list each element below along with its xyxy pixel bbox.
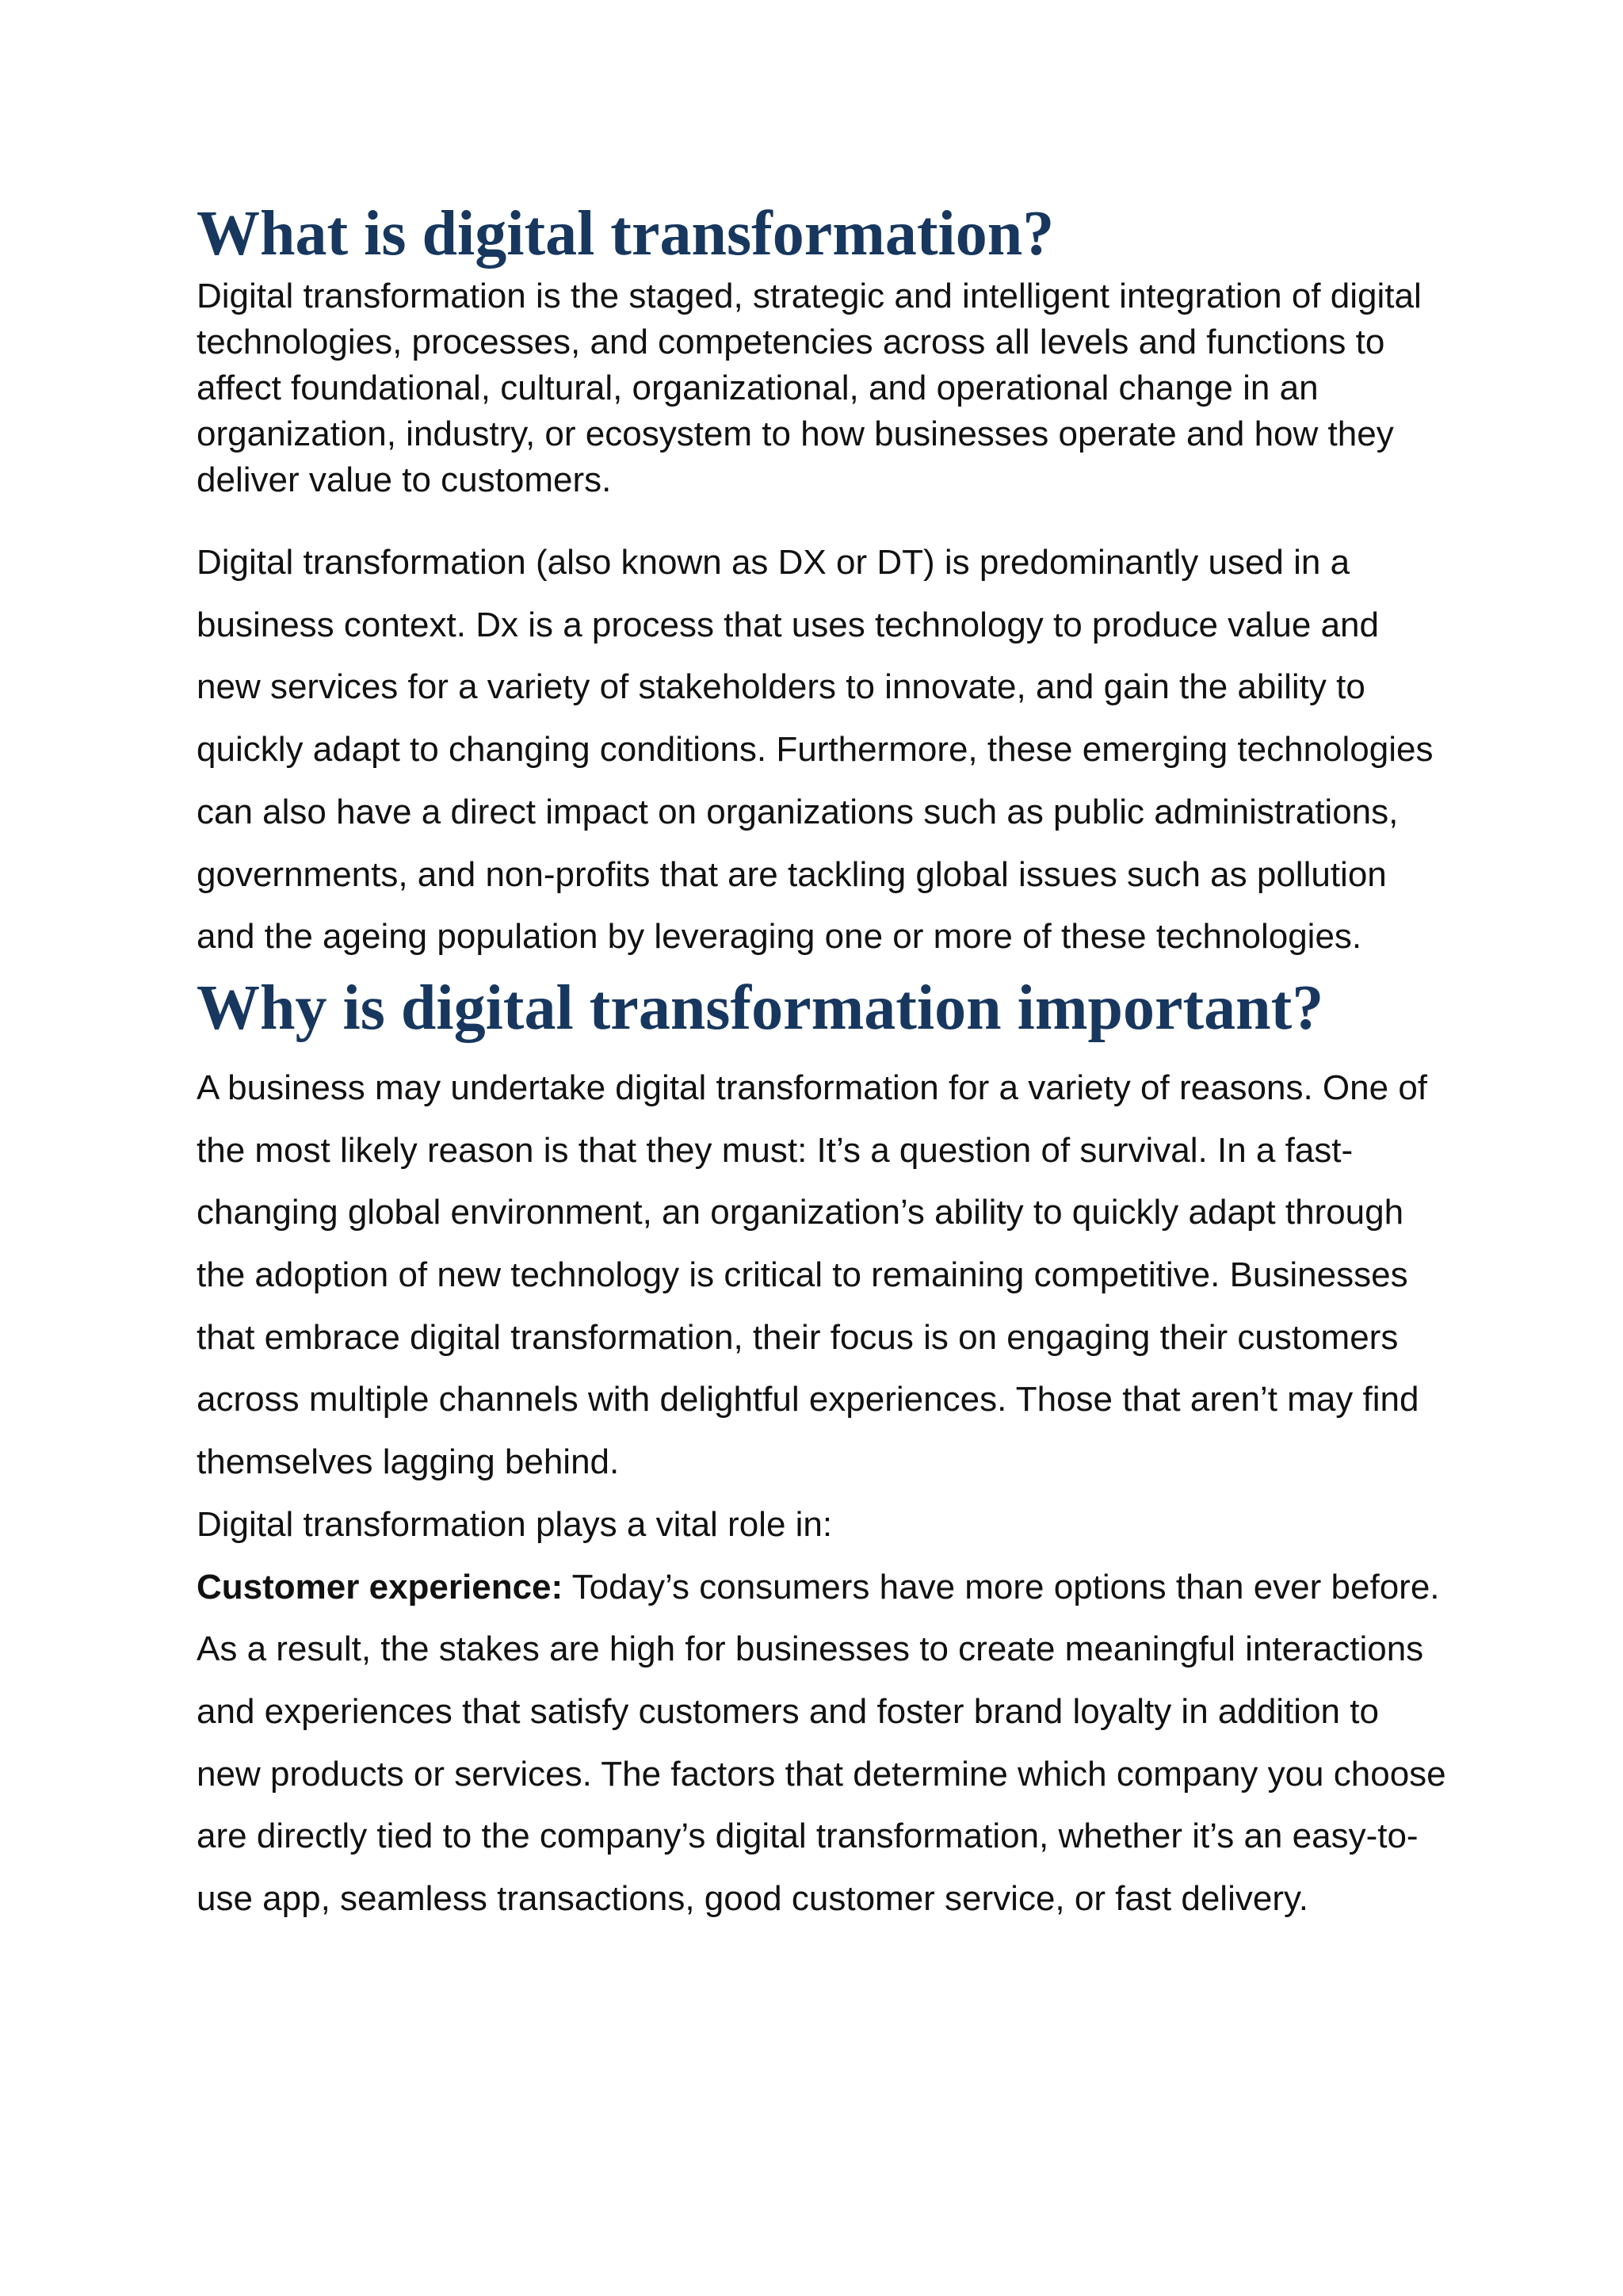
- heading-spacer: [197, 1048, 1449, 1057]
- paragraph-spacer: [197, 503, 1449, 532]
- customer-experience-label: Customer experience:: [197, 1567, 563, 1606]
- document-content: [197, 194, 1449, 1931]
- reasons-paragraph: A business may undertake digital transformation for a variety of reasons. One of the most likely reason is that they must: It’s a question of survival. In a fast-changing global environment, an organization’s ability to quickly adapt through the adoption of new technology is critical to remaining competitive. Businesses that embrace digital transformation, their focus is on engaging their customers across multiple channels with delightful experiences. Those that aren’t may find themselves lagging behind.: [197, 1068, 1428, 1482]
- vital-role-paragraph: Digital transformation plays a vital role in:: [197, 1504, 833, 1544]
- customer-experience-paragraph: [197, 1557, 1449, 1931]
- section-heading-why-important: Why is digital transformation important?: [197, 972, 1324, 1043]
- context-paragraph: Digital transformation (also known as DX or DT) is predominantly used in a business context. Dx is a process that uses technology to produce value and new services for a variety of stakeholders to innovate, and gain the ability to quickly adapt to changing conditions. Furthermore, these emerging technologies can also have a direct impact on organizations such as public administrations, governments, and non-profits that are tackling global issues such as pollution and the ageing population by leveraging one or more of these technologies.: [197, 543, 1434, 957]
- customer-experience-text: Today’s consumers have more options than ever before. As a result, the stakes are high for businesses to create meaningful interactions and experiences that satisfy customers and foster brand loyalty in addition to new products or services. The factors that determine which company you choose are directly tied to the company’s digital transformation, whether it’s an easy-to-use app, seamless transactions, good customer service, or fast delivery.: [197, 1567, 1446, 1919]
- definition-paragraph: Digital transformation is the staged, strategic and intelligent integration of digital technologies, processes, and competencies across all levels and functions to affect foundational, cultural, organizational, and operational change in an organization, industry, or ecosystem to how businesses operate and how they deliver value to customers.: [197, 277, 1422, 499]
- section-heading-what-is: What is digital transformation?: [197, 199, 1055, 269]
